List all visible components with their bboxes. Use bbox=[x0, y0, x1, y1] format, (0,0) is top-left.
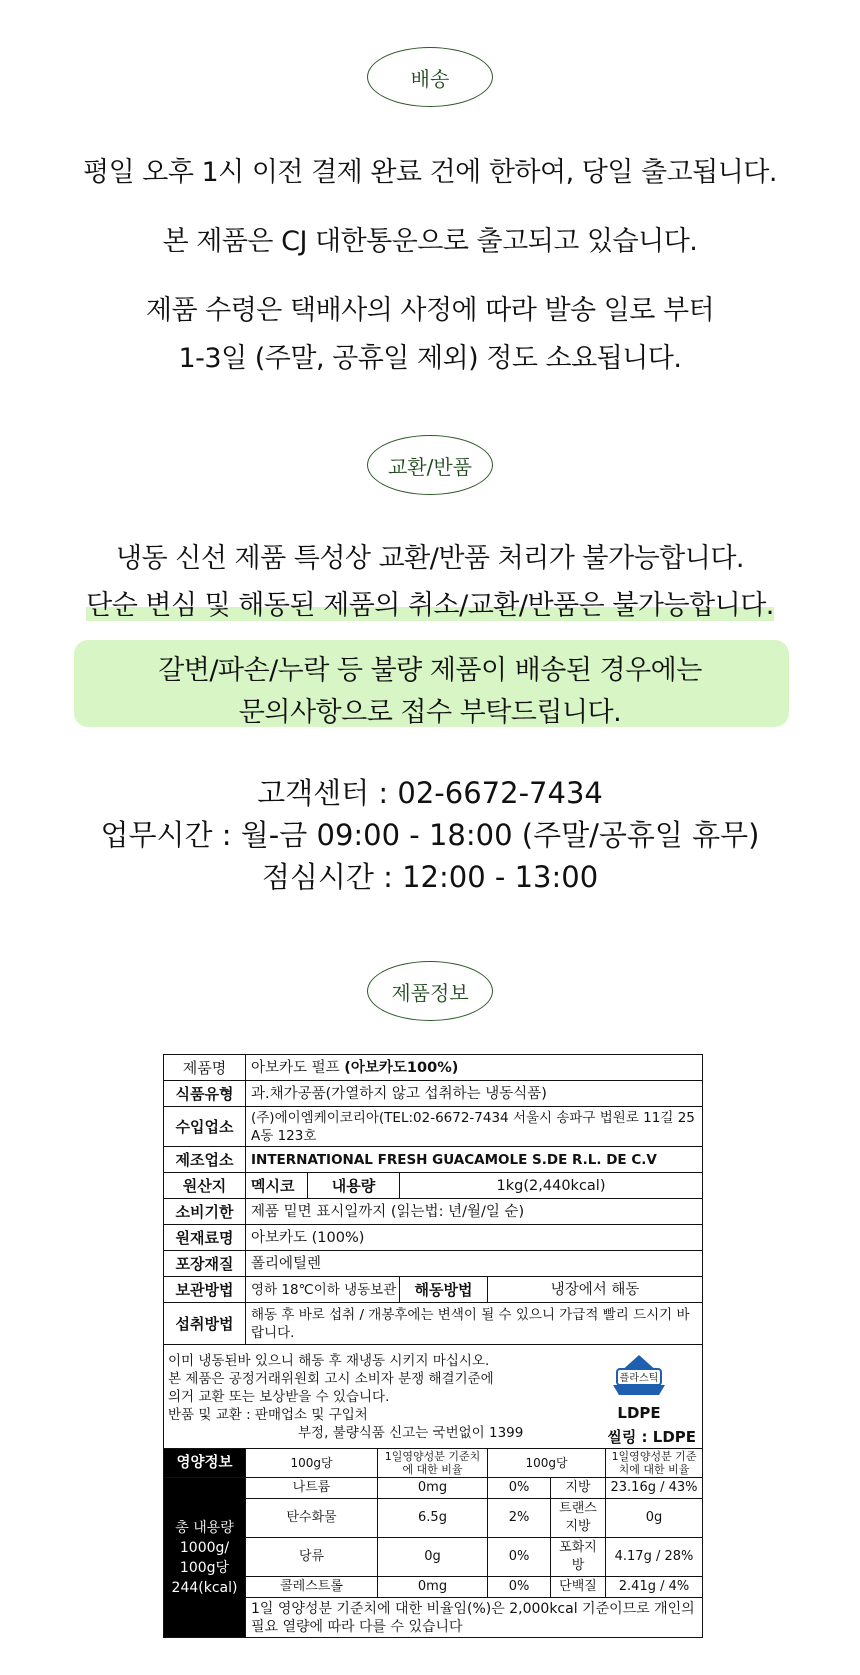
nutrient-percent: 0% bbox=[488, 1478, 551, 1499]
pack-label: 포장재질 bbox=[164, 1251, 246, 1277]
product-info-table bbox=[163, 1054, 703, 1638]
notice-line-2: 본 제품은 공정거래위원회 고시 소비자 분쟁 해결기준에 bbox=[168, 1370, 494, 1387]
exchange-box-line-2: 문의사항으로 접수 부탁드립니다. bbox=[238, 697, 622, 728]
nutrition-per-label-1: 100g당 bbox=[246, 1449, 378, 1478]
nutrient-name: 탄수화물 bbox=[246, 1499, 378, 1538]
nutrition-total: 총 내용량 1000g/ 100g당 244(kcal) bbox=[164, 1478, 246, 1638]
notice-line-4: 반품 및 교환 : 판매업소 및 구입처 bbox=[168, 1406, 368, 1423]
name-value: 아보카도 펄프 (아보카도100%) bbox=[246, 1055, 703, 1081]
storage-value: 영하 18℃이하 냉동보관 bbox=[246, 1277, 400, 1303]
nutrient-percent: 0% bbox=[488, 1538, 551, 1577]
expiry-label: 소비기한 bbox=[164, 1199, 246, 1225]
delivery-badge: 배송 bbox=[367, 47, 493, 107]
nutrient-name: 나트륨 bbox=[246, 1478, 378, 1499]
nutrient-value-percent: 4.17g / 28% bbox=[606, 1538, 703, 1577]
name-label: 제품명 bbox=[164, 1055, 246, 1081]
delivery-line-3: 제품 수령은 택배사의 사정에 따라 발송 일로 부터 bbox=[145, 295, 715, 326]
exchange-line-2-text: 단순 변심 및 해동된 제품의 취소/교환/반품은 불가능합니다. bbox=[86, 590, 774, 621]
nutrient-value: 0mg bbox=[378, 1478, 488, 1499]
nutrient-percent: 2% bbox=[488, 1499, 551, 1538]
recycle-label: 플라스틱 bbox=[619, 1373, 659, 1384]
nutrition-footnote: 1일 영양성분 기준치에 대한 비율임(%)은 2,000kcal 기준이므로 개인의 필요 열량에 따라 다를 수 있습니다 bbox=[246, 1598, 703, 1638]
delivery-line-4: 1-3일 (주말, 공휴일 제외) 정도 소요됩니다. bbox=[178, 343, 682, 374]
nutrition-title: 영양정보 bbox=[164, 1449, 246, 1478]
nutrient-value-percent: 0g bbox=[606, 1499, 703, 1538]
business-hours: 업무시간 : 월-금 09:00 - 18:00 (주말/공휴일 휴무) bbox=[100, 818, 760, 852]
nutrient-name: 단백질 bbox=[551, 1577, 606, 1598]
volume-label: 내용량 bbox=[308, 1173, 400, 1199]
exchange-box-line-1: 갈변/파손/누락 등 불량 제품이 배송된 경우에는 bbox=[158, 655, 702, 686]
origin-value: 멕시코 bbox=[246, 1173, 308, 1199]
ingredient-value: 아보카도 (100%) bbox=[246, 1225, 703, 1251]
exchange-line-1: 냉동 신선 제품 특성상 교환/반품 처리가 불가능합니다. bbox=[116, 543, 744, 574]
importer-label: 수입업소 bbox=[164, 1107, 246, 1147]
lunch-hours: 점심시간 : 12:00 - 13:00 bbox=[261, 860, 599, 894]
customer-center: 고객센터 : 02-6672-7434 bbox=[257, 776, 603, 810]
nutrient-value: 0mg bbox=[378, 1577, 488, 1598]
nutrient-value: 6.5g bbox=[378, 1499, 488, 1538]
recycle-material: LDPE bbox=[617, 1404, 661, 1422]
maker-label: 제조업소 bbox=[164, 1147, 246, 1173]
volume-value: 1kg(2,440kcal) bbox=[400, 1173, 703, 1199]
type-value: 과.채가공품(가열하지 않고 섭취하는 냉동식품) bbox=[246, 1081, 703, 1107]
ingredient-label: 원재료명 bbox=[164, 1225, 246, 1251]
nutrient-name: 지방 bbox=[551, 1478, 606, 1499]
storage-label: 보관방법 bbox=[164, 1277, 246, 1303]
intake-value: 해동 후 바로 섭취 / 개봉후에는 변색이 될 수 있으니 가급적 빨리 드시기 바랍니다. bbox=[246, 1303, 703, 1345]
type-label: 식품유형 bbox=[164, 1081, 246, 1107]
intake-label: 섭취방법 bbox=[164, 1303, 246, 1345]
nutrient-name: 포화지방 bbox=[551, 1538, 606, 1577]
origin-label: 원산지 bbox=[164, 1173, 246, 1199]
notice-line-1: 이미 냉동된바 있으니 해동 후 재냉동 시키지 마십시오. bbox=[168, 1352, 490, 1369]
nutrient-value: 0g bbox=[378, 1538, 488, 1577]
nutrition-ratio-label-1: 1일영양성분 기준치에 대한 비율 bbox=[378, 1449, 488, 1478]
nutrition-per-label-2: 100g당 bbox=[488, 1449, 606, 1478]
recycle-mark bbox=[600, 1351, 678, 1421]
importer-value: (주)에이엠케이코리아(TEL:02-6672-7434 서울시 송파구 법원로 11길 25 A동 123호 bbox=[246, 1107, 703, 1147]
product-info-badge: 제품정보 bbox=[367, 961, 493, 1021]
nutrient-name: 당류 bbox=[246, 1538, 378, 1577]
nutrient-value-percent: 2.41g / 4% bbox=[606, 1577, 703, 1598]
notice-line-3: 의거 교환 또는 보상받을 수 있습니다. bbox=[168, 1388, 390, 1405]
notice-line-5: 부정, 불량식품 신고는 국번없이 1399 bbox=[298, 1424, 524, 1441]
exchange-line-2 bbox=[0, 583, 860, 622]
delivery-line-1: 평일 오후 1시 이전 결제 완료 건에 한하여, 당일 출고됩니다. bbox=[83, 157, 777, 188]
exchange-badge: 교환/반품 bbox=[367, 435, 493, 495]
expiry-value: 제품 밑면 표시일까지 (읽는법: 년/월/일 순) bbox=[246, 1199, 703, 1225]
recycle-icon bbox=[603, 1351, 675, 1401]
notice-cell bbox=[164, 1345, 703, 1449]
maker-value: INTERNATIONAL FRESH GUACAMOLE S.DE R.L. DE C.V bbox=[246, 1147, 703, 1173]
thaw-label: 해동방법 bbox=[400, 1277, 488, 1303]
nutrition-ratio-label-2: 1일영양성분 기준치에 대한 비율 bbox=[606, 1449, 703, 1478]
nutrient-percent: 0% bbox=[488, 1577, 551, 1598]
thaw-value: 냉장에서 해동 bbox=[488, 1277, 703, 1303]
nutrient-value-percent: 23.16g / 43% bbox=[606, 1478, 703, 1499]
nutrient-name: 콜레스트롤 bbox=[246, 1577, 378, 1598]
nutrient-name: 트랜스지방 bbox=[551, 1499, 606, 1538]
sealing-label: 씰링 : LDPE bbox=[607, 1428, 697, 1446]
delivery-line-2: 본 제품은 CJ 대한통운으로 출고되고 있습니다. bbox=[162, 226, 698, 257]
pack-value: 폴리에틸렌 bbox=[246, 1251, 703, 1277]
